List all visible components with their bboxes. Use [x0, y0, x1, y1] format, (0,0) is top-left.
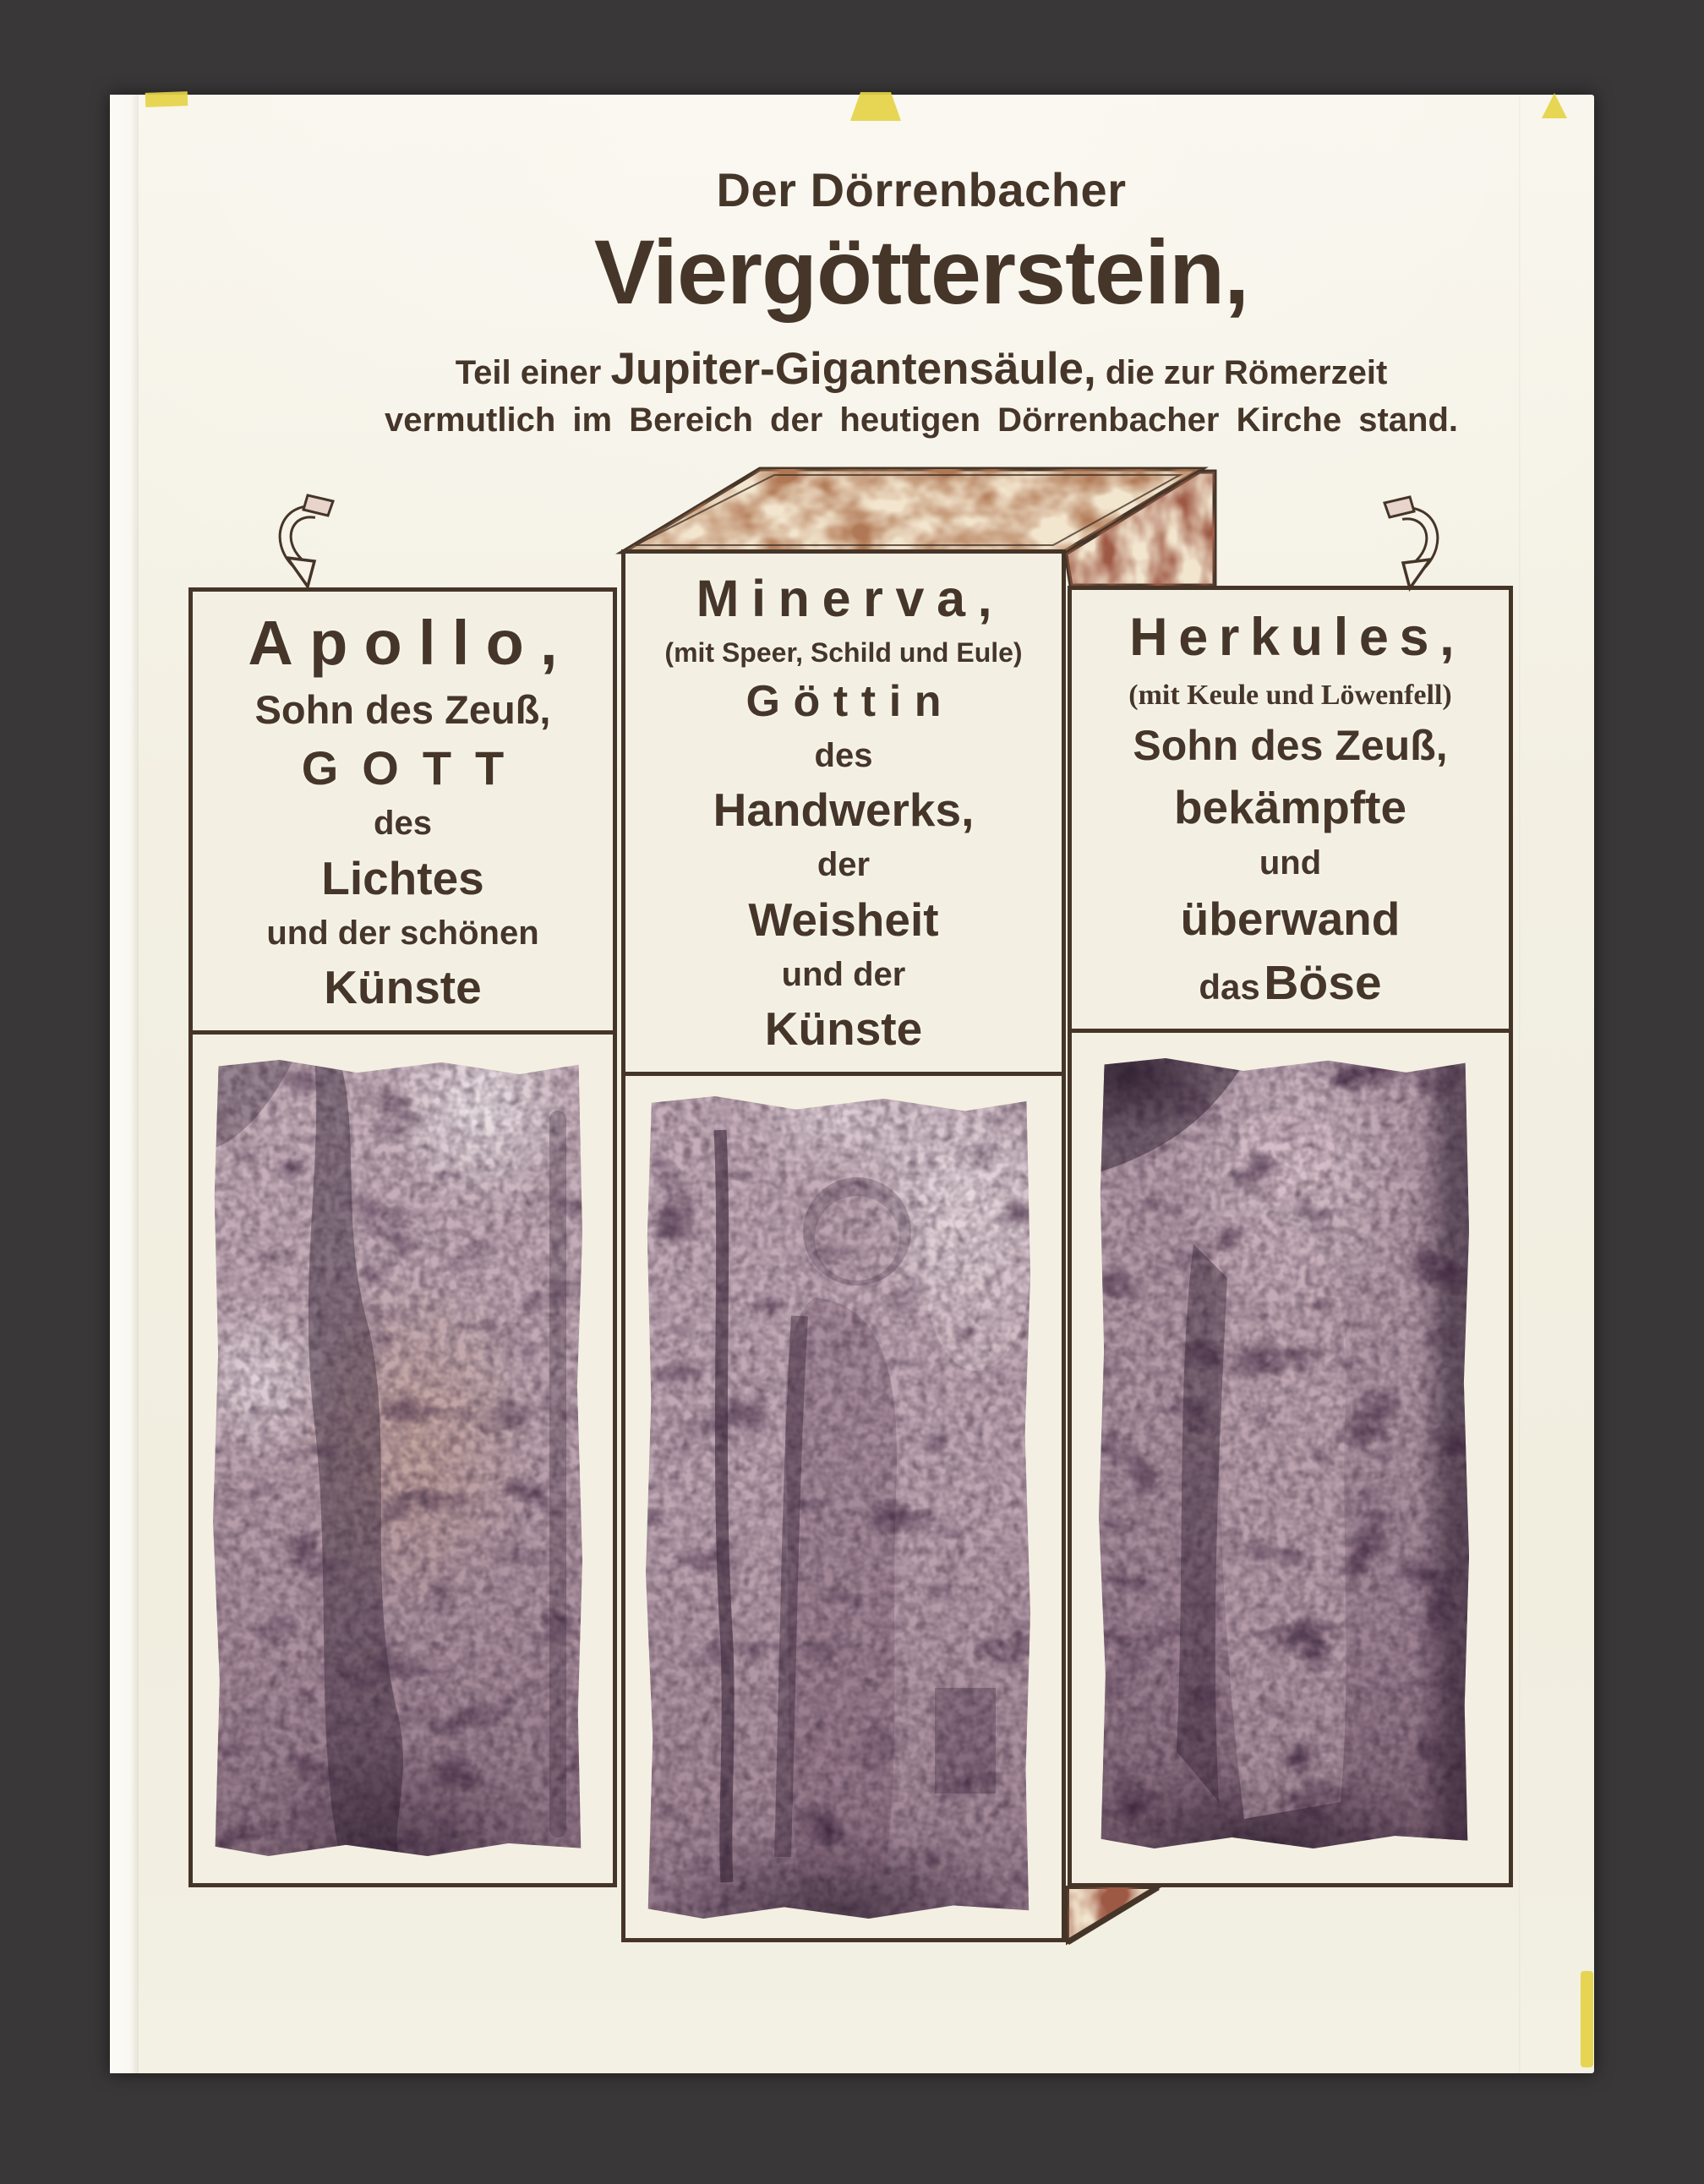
apollo-relief-photo [213, 1060, 582, 1856]
subtitle-line1 [262, 343, 1581, 395]
rotate-arrow-left-icon [269, 490, 340, 590]
minerva-photo-section [625, 1076, 1062, 1938]
minerva-relief-photo [646, 1096, 1030, 1919]
subtitle-pre: Teil einer [455, 354, 602, 391]
herkules-line: Sohn des Zeuß, [1133, 722, 1448, 770]
box-right-face [1057, 462, 1226, 598]
poster [110, 95, 1594, 2073]
apollo-caption [193, 592, 613, 1035]
box-top-face [609, 458, 1217, 564]
apollo-line: Lichtes [321, 851, 484, 904]
box-bottom-bevel [1061, 1880, 1171, 1956]
minerva-line: des [814, 737, 873, 775]
herkules-photo-section [1072, 1033, 1509, 1883]
herkules-line: überwand [1180, 893, 1401, 946]
herkules-line: bekämpfte [1173, 780, 1407, 833]
minerva-line: Weisheit [748, 893, 939, 946]
apollo-line: Sohn des Zeuß, [254, 687, 551, 733]
apollo-line: Künste [324, 961, 482, 1014]
apollo-line: GOTT [301, 741, 528, 795]
apollo-line: des [374, 805, 432, 843]
herkules-attribute-note: (mit Keule und Löwenfell) [1128, 679, 1452, 711]
minerva-caption [625, 554, 1062, 1076]
minerva-panel [621, 549, 1066, 1942]
title-kicker: Der Dörrenbacher [716, 163, 1127, 216]
herkules-heading: Herkules, [1129, 608, 1466, 668]
rotate-arrow-right-icon [1378, 492, 1449, 592]
herkules-caption [1072, 590, 1509, 1033]
subtitle-emphasis: Jupiter-Gigantensäule, [610, 344, 1096, 394]
poster-title: Viergötterstein, [593, 221, 1249, 323]
herkules-last-line-small: das [1199, 967, 1260, 1007]
title-block [262, 95, 1581, 440]
tape-piece-right-bottom [1581, 1971, 1593, 2067]
minerva-line: Handwerks, [713, 784, 975, 837]
paper-curl-edge [110, 95, 139, 2073]
minerva-line: Künste [764, 1002, 923, 1055]
minerva-line: und der [781, 955, 906, 993]
apollo-line: und der schönen [266, 914, 539, 952]
herkules-relief-photo [1099, 1058, 1469, 1848]
apollo-photo-section [193, 1035, 613, 1883]
apollo-panel [188, 587, 617, 1887]
minerva-line: Göttin [746, 677, 955, 727]
apollo-heading: Apollo, [248, 608, 574, 679]
herkules-panel [1068, 586, 1513, 1887]
herkules-line: und [1259, 844, 1322, 882]
herkules-last-line-big: Böse [1264, 956, 1382, 1011]
herkules-last-line [1199, 957, 1381, 1010]
minerva-line: der [816, 846, 871, 884]
subtitle-line2: vermutlich im Bereich der heutigen Dörrenbacher Kirche stand. [385, 401, 1458, 439]
subtitle-post: die zur Römerzeit [1105, 354, 1388, 391]
minerva-attribute-note: (mit Speer, Schild und Eule) [664, 636, 1023, 668]
minerva-heading: Minerva, [696, 570, 1005, 628]
tape-piece-top-left [145, 91, 188, 107]
